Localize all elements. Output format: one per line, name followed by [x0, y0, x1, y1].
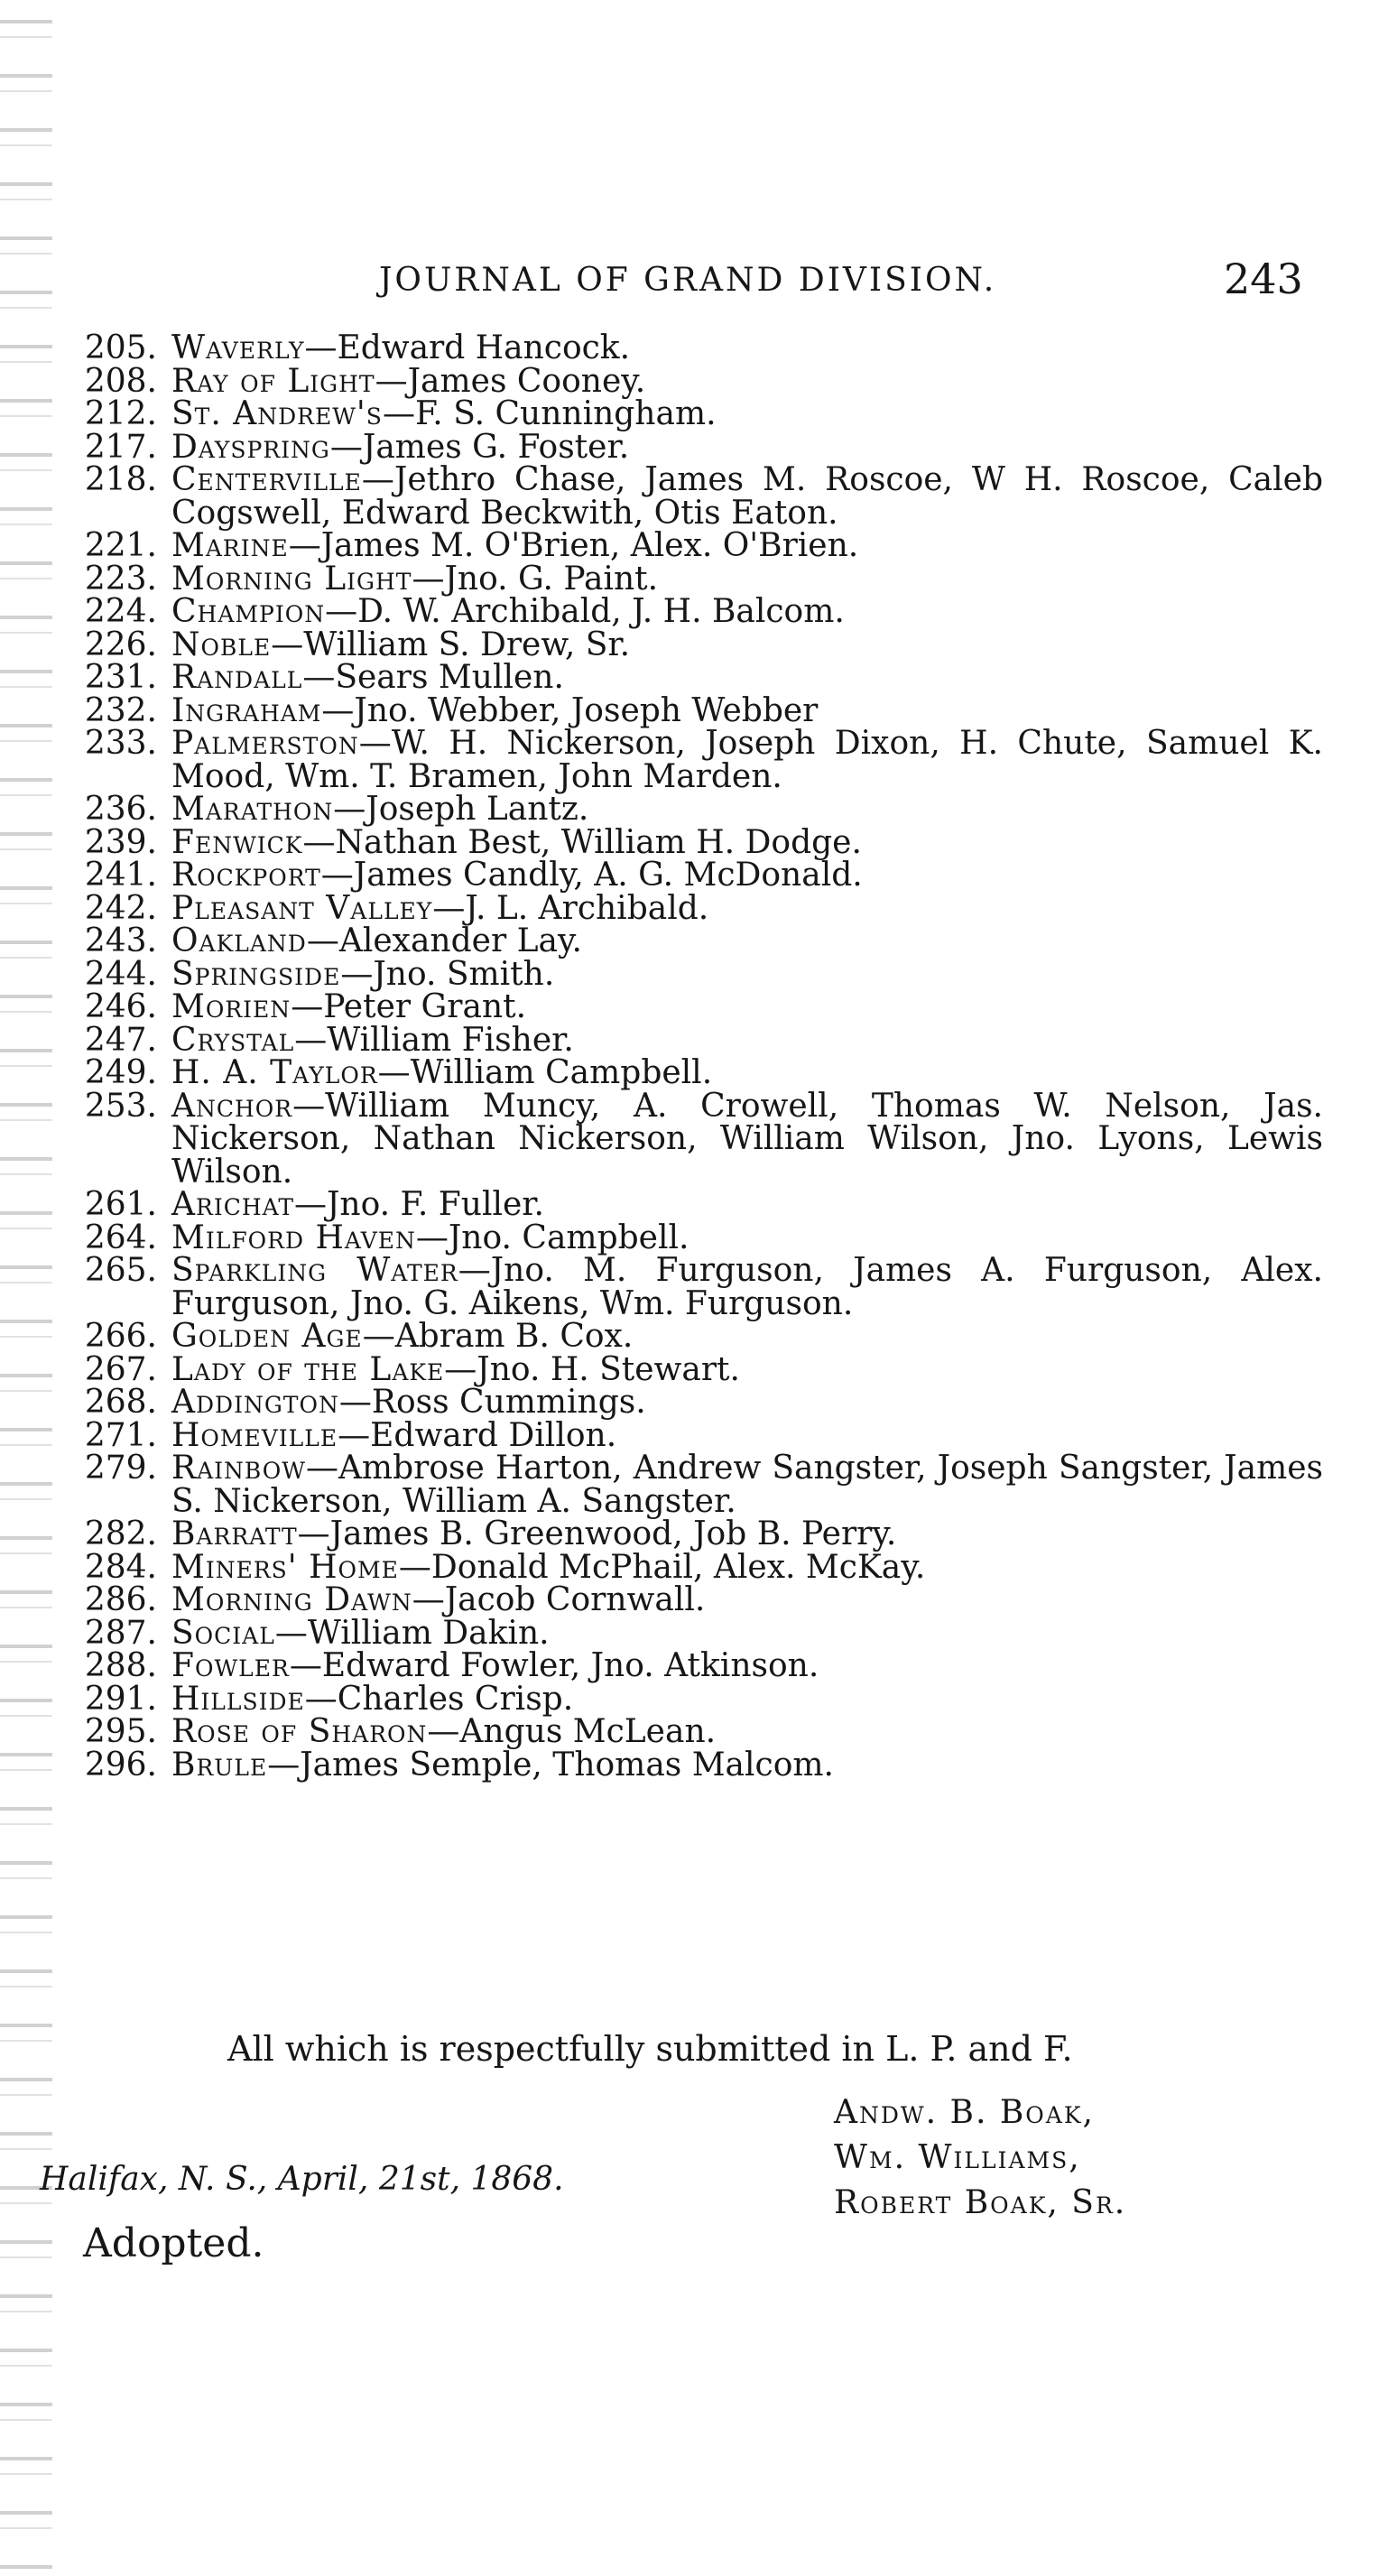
entry-number: 282.	[84, 1515, 157, 1552]
entry-body	[157, 1054, 1323, 1091]
list-item	[78, 1713, 1323, 1750]
em-dash: —	[361, 461, 394, 498]
entry-number: 286.	[84, 1581, 157, 1618]
list-item	[78, 859, 1323, 893]
closing-statement: All which is respectfully submitted in L. P. and F.	[227, 2029, 1073, 2069]
list-item	[78, 1219, 1323, 1256]
entry-number: 212.	[84, 395, 157, 432]
em-dash: —	[305, 1450, 338, 1487]
em-dash: —	[444, 1350, 477, 1388]
em-dash: —	[427, 1713, 460, 1750]
list-item	[78, 428, 1323, 466]
em-dash: —	[292, 1087, 326, 1125]
signatory: Andw. B. Boak,	[834, 2094, 1095, 2131]
lodge-name: Addington	[171, 1384, 339, 1421]
member-names: Jethro Chase, James M. Roscoe, W H. Roscoe, Caleb Cogswell, Edward Beckwith, Otis Eaton.	[171, 461, 1323, 532]
lodge-name: Randall	[171, 659, 303, 696]
lodge-name: Lady of the Lake	[171, 1350, 445, 1388]
lodge-name: Champion	[171, 593, 326, 630]
list-item	[78, 727, 1323, 793]
lodge-name: Morning Light	[171, 560, 412, 598]
entry-body	[157, 1680, 1323, 1718]
lodge-name: Morien	[171, 988, 292, 1025]
lodge-name: Homeville	[171, 1416, 338, 1454]
list-item	[78, 1680, 1323, 1718]
member-names: Jacob Cornwall.	[444, 1581, 706, 1618]
entry-body	[157, 428, 1323, 466]
member-names: James Candly, A. G. McDonald.	[353, 857, 863, 894]
em-dash: —	[320, 857, 354, 894]
entry-body	[157, 625, 1323, 663]
em-dash: —	[304, 329, 338, 366]
em-dash: —	[329, 428, 363, 466]
entry-number: 242.	[84, 889, 157, 927]
running-head: JOURNAL OF GRAND DIVISION.	[379, 262, 997, 299]
lodge-name: Social	[171, 1614, 275, 1652]
em-dash: —	[294, 1021, 328, 1059]
lodge-name: Ray of Light	[171, 362, 375, 400]
list-item	[78, 1416, 1323, 1454]
member-names: D. W. Archibald, J. H. Balcom.	[357, 593, 845, 630]
entry-body	[157, 1452, 1323, 1518]
lodge-name: Fowler	[171, 1647, 290, 1684]
list-item	[78, 922, 1323, 959]
em-dash: —	[340, 955, 374, 993]
em-dash: —	[297, 1515, 330, 1552]
entry-body	[157, 1713, 1323, 1750]
em-dash: —	[288, 527, 321, 564]
member-names: Edward Dillon.	[370, 1416, 617, 1454]
em-dash: —	[458, 1252, 491, 1289]
lodge-name: Marathon	[171, 791, 334, 828]
list-item	[78, 1614, 1323, 1652]
entry-number: 241.	[84, 857, 157, 894]
entry-number: 264.	[84, 1219, 157, 1256]
member-names: Joseph Lantz.	[366, 791, 589, 828]
list-item	[78, 1452, 1323, 1518]
lodge-name: Brule	[171, 1746, 268, 1784]
entry-number: 233.	[84, 725, 157, 762]
entry-body	[157, 461, 1323, 532]
signatory: Wm. Williams,	[834, 2139, 1081, 2176]
entry-body	[157, 362, 1323, 400]
em-dash: —	[338, 1416, 371, 1454]
entry-body	[157, 527, 1323, 564]
signatories	[834, 2090, 1126, 2226]
member-names: W. H. Nickerson, Joseph Dixon, H. Chute, Samuel K. Mood, Wm. T. Bramen, John Marden.	[171, 725, 1323, 795]
entry-number: 271.	[84, 1416, 157, 1454]
list-item	[78, 560, 1323, 598]
member-names: F. S. Cunningham.	[414, 395, 717, 432]
entry-body	[157, 1219, 1323, 1256]
list-item	[78, 1386, 1323, 1420]
list-item	[78, 691, 1323, 729]
entry-number: 246.	[84, 988, 157, 1025]
entry-body	[157, 1252, 1323, 1322]
entry-number: 296.	[84, 1746, 157, 1784]
lodge-name: Miners' Home	[171, 1548, 399, 1586]
em-dash: —	[267, 1746, 301, 1784]
member-names: James B. Greenwood, Job B. Perry.	[329, 1515, 897, 1552]
list-item	[78, 527, 1323, 564]
entry-number: 287.	[84, 1614, 157, 1652]
em-dash: —	[412, 1581, 445, 1618]
entry-number: 295.	[84, 1713, 157, 1750]
lodge-name: H. A. Taylor	[171, 1054, 378, 1091]
em-dash: —	[432, 889, 466, 927]
entry-body	[157, 593, 1323, 630]
list-item	[78, 793, 1323, 827]
member-names: Jno. Campbell.	[448, 1219, 690, 1256]
list-item	[78, 1186, 1323, 1223]
member-names: Jno. Webber, Joseph Webber	[354, 691, 819, 729]
entry-body	[157, 1548, 1323, 1586]
entry-number: 232.	[84, 691, 157, 729]
em-dash: —	[377, 1054, 411, 1091]
lodge-name: Sparkling Water	[171, 1252, 458, 1289]
lodge-name: Palmerston	[171, 725, 359, 762]
entry-body	[157, 1320, 1323, 1354]
entry-number: 243.	[84, 922, 157, 959]
page-header	[0, 255, 1379, 309]
em-dash: —	[325, 593, 358, 630]
lodge-name: Rainbow	[171, 1450, 306, 1487]
list-item	[78, 362, 1323, 400]
entry-body	[157, 1087, 1323, 1191]
lodge-name: Oakland	[171, 922, 307, 959]
lodge-name: Springside	[171, 955, 341, 993]
member-names: Jno. G. Paint.	[444, 560, 659, 598]
entry-body	[157, 659, 1323, 696]
list-item	[78, 1087, 1323, 1191]
entry-number: 266.	[84, 1318, 157, 1355]
entry-body	[157, 1186, 1323, 1223]
entry-body	[157, 955, 1323, 993]
entry-number: 288.	[84, 1647, 157, 1684]
member-names: Jno. H. Stewart.	[477, 1350, 740, 1388]
entry-number: 291.	[84, 1680, 157, 1718]
entry-body	[157, 922, 1323, 959]
em-dash: —	[358, 725, 392, 762]
entry-number: 261.	[84, 1186, 157, 1223]
list-item	[78, 1320, 1323, 1354]
entry-number: 205.	[84, 329, 157, 366]
lodge-representatives-list	[78, 329, 1323, 1784]
entry-number: 224.	[84, 593, 157, 630]
entry-body	[157, 793, 1323, 827]
place-date: Halifax, N. S., April, 21st, 1868.	[40, 2161, 564, 2198]
lodge-name: Rockport	[171, 857, 321, 894]
page-number: 243	[1224, 255, 1303, 303]
member-names: Jno. Smith.	[373, 955, 555, 993]
lodge-name: Pleasant Valley	[171, 889, 433, 927]
member-names: James Semple, Thomas Malcom.	[300, 1746, 834, 1784]
member-names: Charles Crisp.	[337, 1680, 574, 1718]
list-item	[78, 461, 1323, 532]
list-item	[78, 1252, 1323, 1322]
entry-body	[157, 1581, 1323, 1618]
lodge-name: Rose of Sharon	[171, 1713, 428, 1750]
lodge-name: Centerville	[171, 461, 362, 498]
entry-body	[157, 1614, 1323, 1652]
member-names: Edward Hancock.	[337, 329, 631, 366]
member-names: James G. Foster.	[362, 428, 630, 466]
list-item	[78, 593, 1323, 630]
entry-body	[157, 859, 1323, 893]
entry-number: 249.	[84, 1054, 157, 1091]
list-item	[78, 1746, 1323, 1784]
em-dash: —	[362, 1318, 395, 1355]
entry-body	[157, 1386, 1323, 1420]
member-names: J. L. Archibald.	[465, 889, 709, 927]
entry-number: 239.	[84, 823, 157, 861]
member-names: Jno. M. Furguson, James A. Furguson, Alex. Furguson, Jno. G. Aikens, Wm. Furguson.	[171, 1252, 1323, 1322]
entry-number: 279.	[84, 1450, 157, 1487]
list-item	[78, 1548, 1323, 1586]
entry-body	[157, 1515, 1323, 1552]
list-item	[78, 395, 1323, 432]
entry-number: 265.	[84, 1252, 157, 1289]
member-names: William Campbell.	[410, 1054, 713, 1091]
list-item	[78, 1647, 1323, 1684]
list-item	[78, 823, 1323, 861]
list-item	[78, 955, 1323, 993]
entry-body	[157, 1647, 1323, 1684]
lodge-name: Waverly	[171, 329, 305, 366]
entry-number: 208.	[84, 362, 157, 400]
entry-number: 247.	[84, 1021, 157, 1059]
entry-number: 284.	[84, 1548, 157, 1586]
member-names: Peter Grant.	[323, 988, 527, 1025]
em-dash: —	[294, 1186, 327, 1223]
adopted-note: Adopted.	[83, 2220, 264, 2266]
entry-body	[157, 889, 1323, 927]
lodge-name: Noble	[171, 625, 272, 663]
list-item	[78, 1350, 1323, 1388]
member-names: William S. Drew, Sr.	[303, 625, 631, 663]
entry-number: 236.	[84, 791, 157, 828]
list-item	[78, 988, 1323, 1025]
member-names: Nathan Best, William H. Dodge.	[335, 823, 862, 861]
list-item	[78, 625, 1323, 663]
member-names: Donald McPhail, Alex. McKay.	[430, 1548, 926, 1586]
member-names: Jno. F. Fuller.	[327, 1186, 544, 1223]
member-names: William Dakin.	[307, 1614, 550, 1652]
entry-body	[157, 560, 1323, 598]
entry-body	[157, 395, 1323, 432]
em-dash: —	[302, 823, 336, 861]
lodge-name: Hillside	[171, 1680, 305, 1718]
list-item	[78, 1021, 1323, 1059]
list-item	[78, 329, 1323, 366]
member-names: Sears Mullen.	[335, 659, 564, 696]
lodge-name: Milford Haven	[171, 1219, 416, 1256]
entry-number: 244.	[84, 955, 157, 993]
entry-body	[157, 691, 1323, 729]
em-dash: —	[415, 1219, 449, 1256]
entry-number: 267.	[84, 1350, 157, 1388]
entry-body	[157, 727, 1323, 793]
entry-number: 217.	[84, 428, 157, 466]
entry-number: 226.	[84, 625, 157, 663]
lodge-name: Fenwick	[171, 823, 303, 861]
em-dash: —	[412, 560, 445, 598]
list-item	[78, 1581, 1323, 1618]
member-names: Abram B. Cox.	[394, 1318, 634, 1355]
lodge-name: Barratt	[171, 1515, 298, 1552]
list-item	[78, 659, 1323, 696]
em-dash: —	[289, 1647, 322, 1684]
lodge-name: Anchor	[171, 1087, 293, 1125]
member-names: James Cooney.	[407, 362, 646, 400]
em-dash: —	[271, 625, 304, 663]
lodge-name: St. Andrew's	[171, 395, 383, 432]
entry-body	[157, 1416, 1323, 1454]
lodge-name: Crystal	[171, 1021, 295, 1059]
lodge-name: Golden Age	[171, 1318, 363, 1355]
entry-body	[157, 1350, 1323, 1388]
member-names: Alexander Lay.	[338, 922, 582, 959]
lodge-name: Marine	[171, 527, 289, 564]
list-item	[78, 1515, 1323, 1552]
entry-number: 223.	[84, 560, 157, 598]
lodge-name: Dayspring	[171, 428, 330, 466]
em-dash: —	[398, 1548, 431, 1586]
lodge-name: Arichat	[171, 1186, 294, 1223]
em-dash: —	[306, 922, 339, 959]
signatory: Robert Boak, Sr.	[834, 2184, 1127, 2221]
lodge-name: Ingraham	[171, 691, 322, 729]
list-item	[78, 889, 1323, 927]
list-item	[78, 1054, 1323, 1091]
member-names: William Muncy, A. Crowell, Thomas W. Nelson, Jas. Nickerson, Nathan Nickerson, William Wilson, Jno. Lyons, Lewis Wilson.	[171, 1087, 1323, 1191]
member-names: Ambrose Harton, Andrew Sangster, Joseph Sangster, James S. Nickerson, William A. Sangster.	[171, 1450, 1323, 1520]
member-names: Angus McLean.	[459, 1713, 717, 1750]
entry-body	[157, 1021, 1323, 1059]
entry-number: 221.	[84, 527, 157, 564]
member-names: Ross Cummings.	[371, 1384, 646, 1421]
em-dash: —	[302, 659, 336, 696]
entry-body	[157, 823, 1323, 861]
member-names: James M. O'Brien, Alex. O'Brien.	[320, 527, 859, 564]
em-dash: —	[321, 691, 355, 729]
em-dash: —	[304, 1680, 338, 1718]
member-names: Edward Fowler, Jno. Atkinson.	[321, 1647, 819, 1684]
em-dash: —	[274, 1614, 308, 1652]
em-dash: —	[291, 988, 324, 1025]
entry-number: 231.	[84, 659, 157, 696]
em-dash: —	[338, 1384, 372, 1421]
lodge-name: Morning Dawn	[171, 1581, 412, 1618]
em-dash: —	[375, 362, 408, 400]
entry-number: 253.	[84, 1087, 157, 1125]
em-dash: —	[382, 395, 415, 432]
em-dash: —	[333, 791, 366, 828]
member-names: William Fisher.	[327, 1021, 574, 1059]
entry-number: 268.	[84, 1384, 157, 1421]
entry-number: 218.	[84, 461, 157, 498]
entry-body	[157, 1746, 1323, 1784]
entry-body	[157, 329, 1323, 366]
entry-body	[157, 988, 1323, 1025]
